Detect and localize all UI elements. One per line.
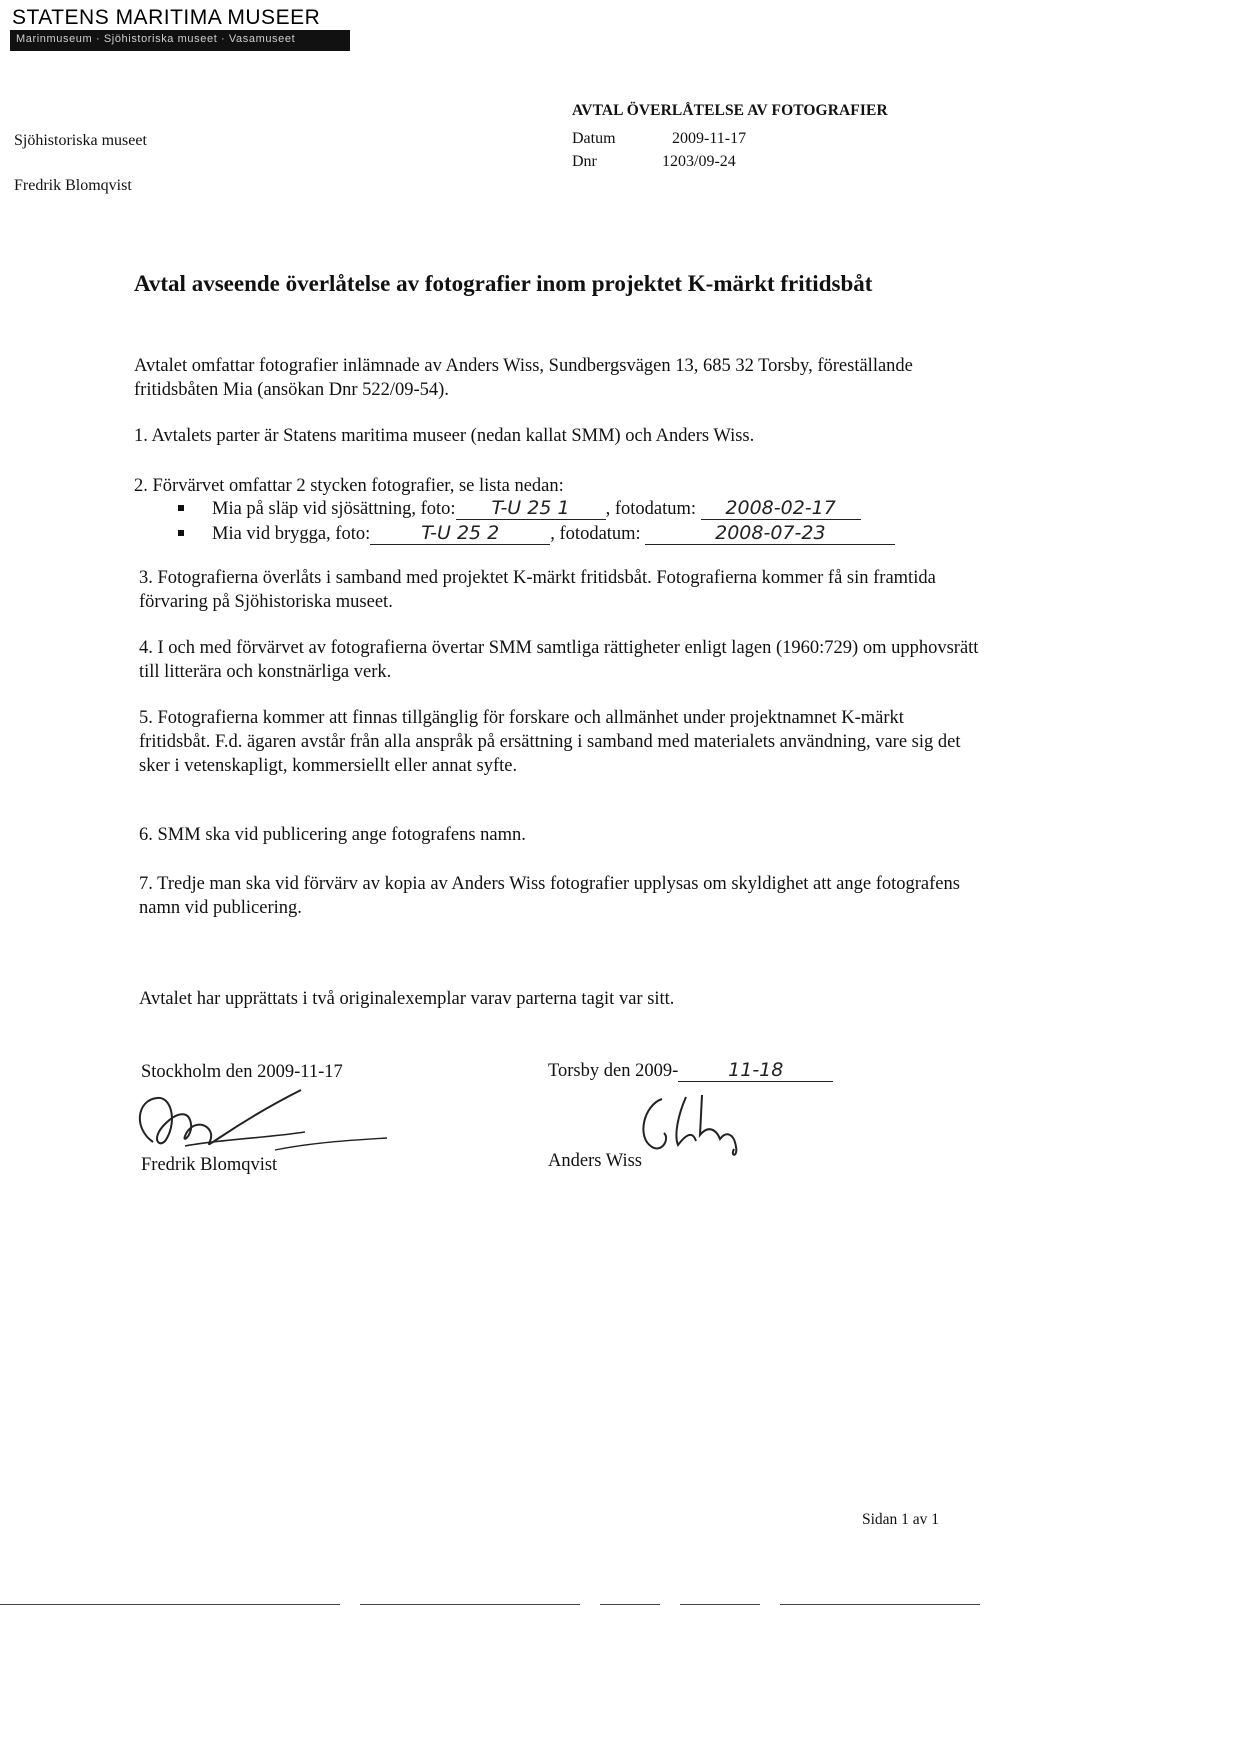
- clause-1: 1. Avtalets parter är Statens maritima museer (nedan kallat SMM) och Anders Wiss.: [134, 426, 755, 446]
- photo-list-item: [178, 497, 861, 520]
- bullet-icon: [178, 505, 184, 511]
- author: Fredrik Blomqvist: [14, 177, 132, 194]
- closing-statement: Avtalet har upprättats i två originalexemplar varav parterna tagit var sitt.: [139, 989, 675, 1009]
- clause-4: 4. I och med förvärvet av fotografierna övertar SMM samtliga rättigheter enligt lagen (1960:729) om upphovsrätt till litterära och konstnärliga verk.: [139, 638, 979, 682]
- footer-rule: [600, 1604, 660, 1605]
- photo-date-label: , fotodatum:: [605, 499, 696, 519]
- right-signed-date: 11-18: [678, 1059, 833, 1082]
- footer-rule: [680, 1604, 760, 1605]
- signature-wiss: [630, 1085, 780, 1160]
- intro-paragraph: Avtalet omfattar fotografier inlämnade av Anders Wiss, Sundbergsvägen 13, 685 32 Torsby, föreställande fritidsbåten Mia (ansökan Dnr 522/09-54).: [134, 356, 913, 400]
- photo-id: T-U 25 2: [370, 522, 550, 545]
- photo-date-label: , fotodatum:: [550, 524, 641, 544]
- photo-date: 2008-02-17: [701, 497, 861, 520]
- photo-list-item: [178, 522, 895, 545]
- footer-rule: [0, 1604, 340, 1605]
- right-place-prefix: Torsby den 2009-: [548, 1061, 679, 1081]
- clause-2-heading: 2. Förvärvet omfattar 2 stycken fotografier, se lista nedan:: [134, 476, 564, 496]
- clause-3: 3. Fotografierna överlåts i samband med projektet K-märkt fritidsbåt. Fotografierna kommer få sin framtida förvaring på Sjöhistoriska museet.: [139, 568, 936, 612]
- dnr-value: 1203/09-24: [662, 153, 736, 170]
- photo-description: Mia vid brygga, foto:: [212, 524, 371, 544]
- dnr-label: Dnr: [572, 153, 597, 170]
- footer-rule: [360, 1604, 580, 1605]
- clause-5: 5. Fotografierna kommer att finnas tillgänglig för forskare och allmänhet under projektnamnet K-märkt fritidsbåt. F.d. ägaren avstår från alla anspråk på ersättning i samband med materialets användning, vare sig det sker i vetenskapligt, kommersiellt eller annat syfte.: [139, 708, 961, 776]
- right-place-date: [548, 1059, 833, 1082]
- document-title: Avtal avseende överlåtelse av fotografier inom projektet K-märkt fritidsbåt: [134, 271, 873, 296]
- datum-value: 2009-11-17: [672, 130, 747, 147]
- photo-date: 2008-07-23: [645, 522, 895, 545]
- left-signer-name: Fredrik Blomqvist: [141, 1155, 278, 1175]
- signature-blomqvist: [125, 1080, 395, 1165]
- page-number: Sidan 1 av 1: [862, 1511, 940, 1528]
- photo-id: T-U 25 1: [456, 497, 606, 520]
- footer-rule: [780, 1604, 980, 1605]
- document-type: AVTAL ÖVERLÅTELSE AV FOTOGRAFIER: [572, 102, 888, 119]
- left-place-date: Stockholm den 2009-11-17: [141, 1062, 343, 1082]
- logo-subline: Marinmuseum · Sjöhistoriska museet · Vasamuseet: [16, 33, 296, 45]
- clause-7: 7. Tredje man ska vid förvärv av kopia av Anders Wiss fotografier upplysas om skyldighet att ange fotografens namn vid publicering.: [139, 874, 960, 918]
- clause-6: 6. SMM ska vid publicering ange fotografens namn.: [139, 825, 526, 845]
- department: Sjöhistoriska museet: [14, 132, 147, 149]
- bullet-icon: [178, 530, 184, 536]
- photo-description: Mia på släp vid sjösättning, foto:: [212, 499, 456, 519]
- logo-name: STATENS MARITIMA MUSEER: [12, 6, 321, 29]
- logo-wordmark: [12, 6, 320, 30]
- right-signer-name: Anders Wiss: [548, 1151, 642, 1171]
- datum-label: Datum: [572, 130, 616, 147]
